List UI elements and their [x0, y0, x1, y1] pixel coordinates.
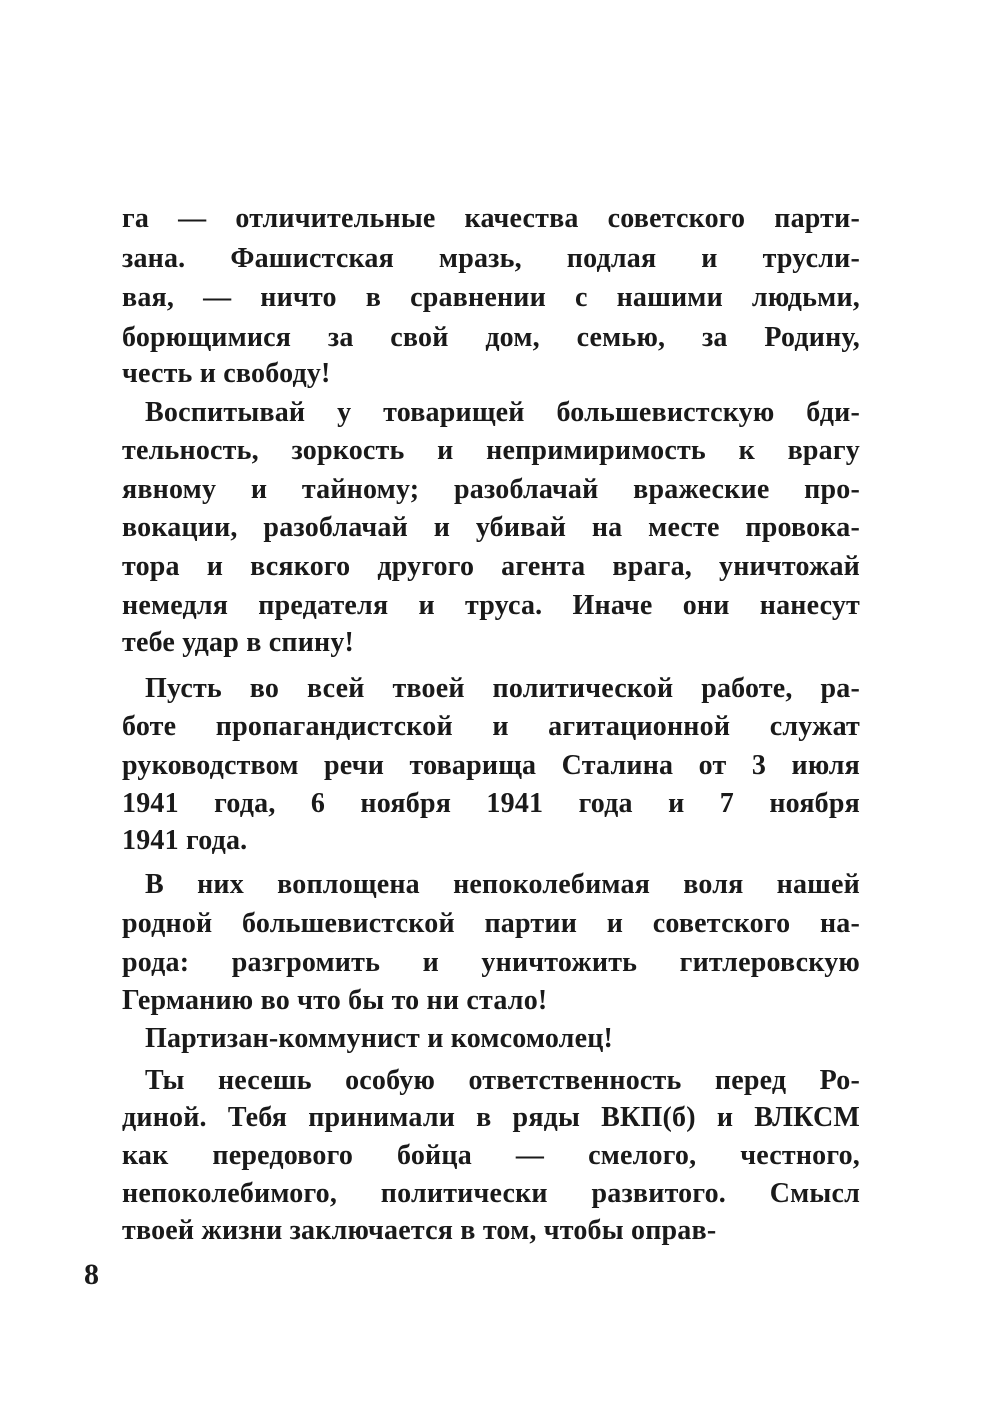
text-line: вая, — ничто в сравнении с нашими людьми,	[122, 282, 860, 313]
text-line: тельность, зоркость и непримиримость к врагу	[122, 435, 860, 466]
text-line: тебе удар в спину!	[122, 627, 355, 658]
text-line: диной. Тебя принимали в ряды ВКП(б) и ВЛКСМ	[122, 1102, 860, 1133]
text-line: борющимися за свой дом, семью, за Родину,	[122, 322, 860, 353]
text-line: 1941 года, 6 ноября 1941 года и 7 ноября	[122, 788, 860, 819]
page-number: 8	[84, 1258, 99, 1291]
text-line: боте пропагандистской и агитационной служат	[122, 711, 860, 742]
text-line: руководством речи товарища Сталина от 3 июля	[122, 750, 860, 781]
text-line: немедля предателя и труса. Иначе они нанесут	[122, 590, 860, 621]
text-line: Пусть во всей твоей политической работе, ра-	[145, 673, 860, 704]
text-line: Партизан-коммунист и комсомолец!	[145, 1023, 614, 1054]
text-line: родной большевистской партии и советского на-	[122, 908, 860, 939]
text-line: честь и свободу!	[122, 358, 331, 389]
text-line: непоколебимого, политически развитого. Смысл	[122, 1178, 860, 1209]
text-line: га — отличительные качества советского парти-	[122, 203, 860, 234]
text-line: 1941 года.	[122, 825, 248, 856]
text-line: как передового бойца — смелого, честного,	[122, 1140, 860, 1171]
text-line: В них воплощена непоколебимая воля нашей	[145, 869, 860, 900]
text-line: явному и тайному; разоблачай вражеские про-	[122, 474, 860, 505]
text-line: Воспитывай у товарищей большевистскую бди-	[145, 397, 860, 428]
text-line: тора и всякого другого агента врага, уничтожай	[122, 551, 860, 582]
text-line: Германию во что бы то ни стало!	[122, 985, 548, 1016]
text-line: рода: разгромить и уничтожить гитлеровскую	[122, 947, 860, 978]
text-line: зана. Фашистская мразь, подлая и трусли-	[122, 243, 860, 274]
text-line: вокации, разоблачай и убивай на месте провока-	[122, 512, 860, 543]
text-line: Ты несешь особую ответственность перед Ро-	[145, 1065, 860, 1096]
text-line: твоей жизни заключается в том, чтобы оправ-	[122, 1215, 717, 1246]
